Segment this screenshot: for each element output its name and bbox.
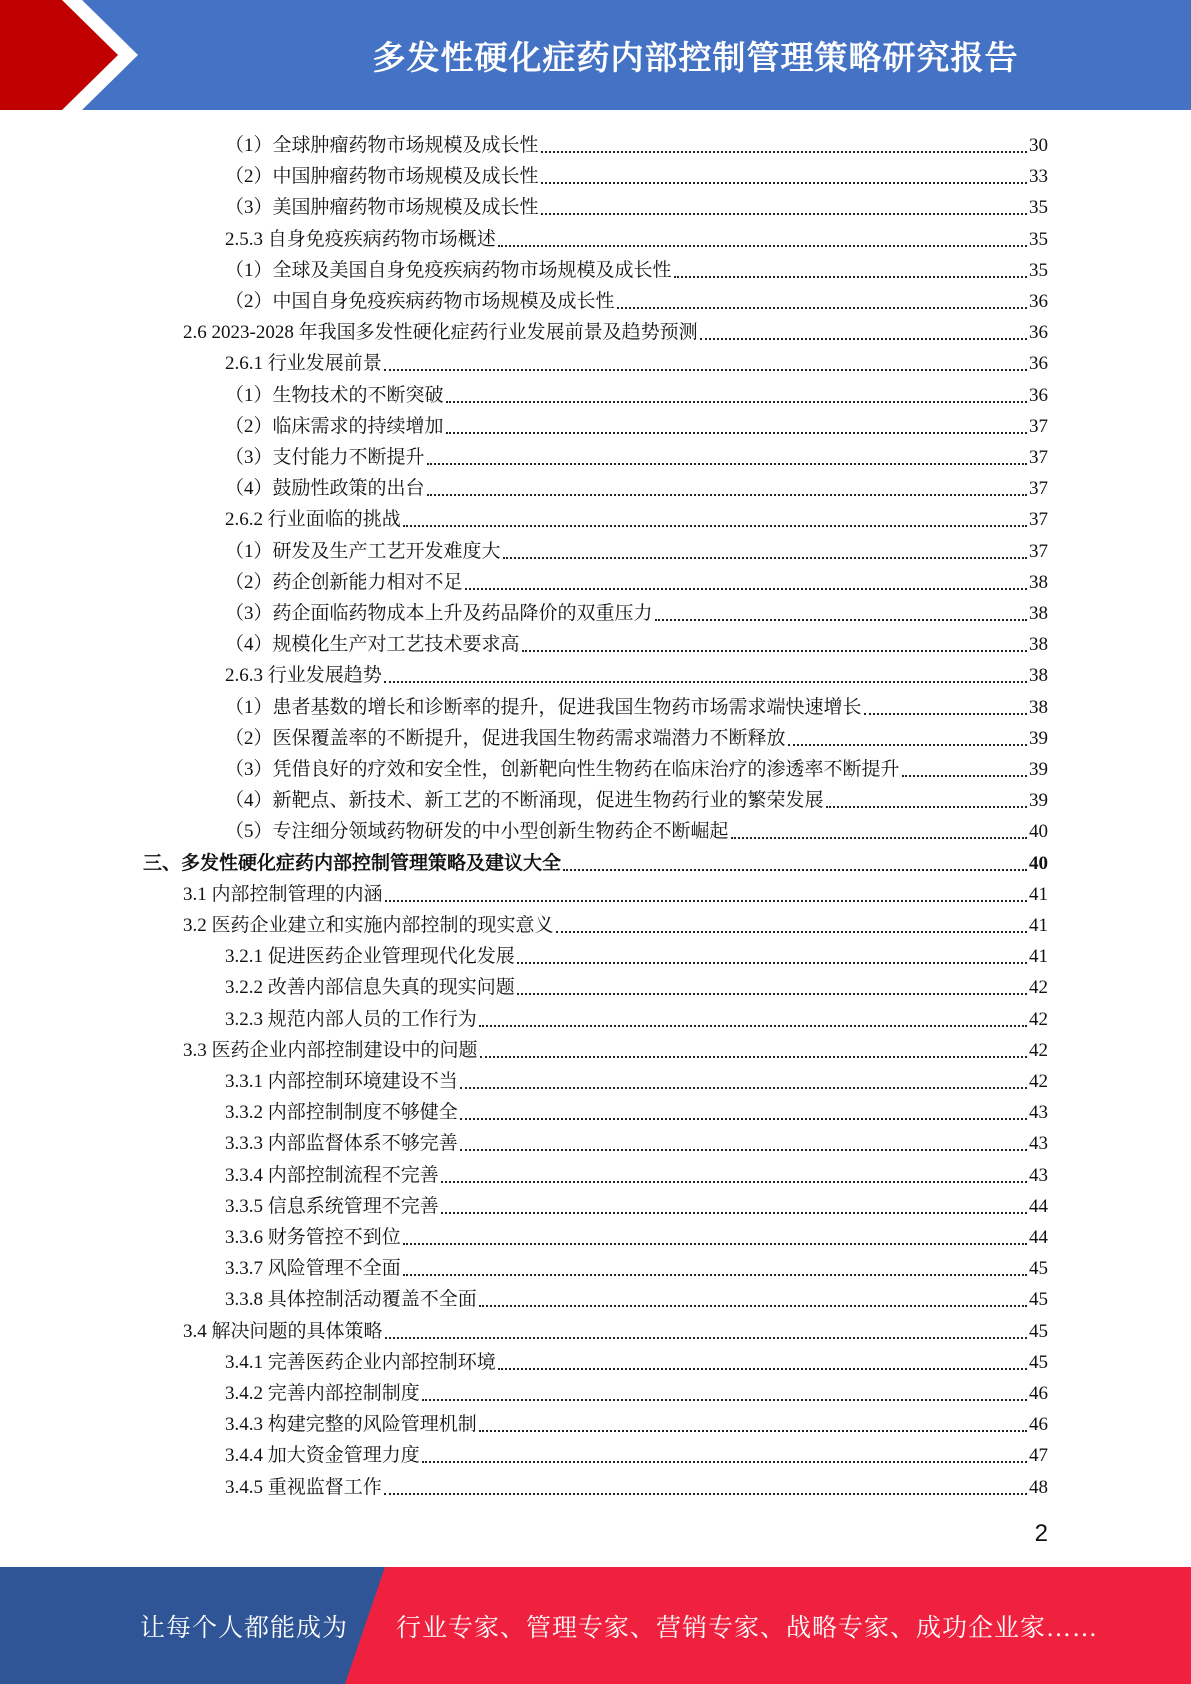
toc-entry-page: 45	[1029, 1258, 1048, 1280]
toc-entry-title: 3.4.1 完善医药企业内部控制环境	[225, 1351, 496, 1373]
toc-dot-leader	[503, 557, 1027, 559]
toc-entry-page: 33	[1029, 166, 1048, 188]
toc-entry[interactable]	[225, 1406, 1048, 1437]
toc-dot-leader	[480, 1056, 1027, 1058]
toc-dot-leader	[403, 1274, 1027, 1276]
toc-entry-page: 40	[1029, 821, 1048, 843]
toc-entry-title: （1）全球肿瘤药物市场规模及成长性	[225, 135, 539, 156]
toc-entry[interactable]	[225, 657, 1048, 688]
toc-dot-leader	[460, 1118, 1027, 1120]
toc-entry[interactable]	[225, 1250, 1048, 1281]
toc-dot-leader	[403, 525, 1027, 527]
toc-entry-title: 三、多发性硬化症药内部控制管理策略及建议大全	[143, 852, 562, 874]
toc-entry-page: 36	[1029, 353, 1048, 375]
toc-entry[interactable]	[183, 314, 1048, 345]
toc-entry[interactable]	[225, 1094, 1048, 1125]
toc-entry-page: 43	[1029, 1133, 1048, 1155]
toc-entry[interactable]	[225, 221, 1048, 252]
toc-entry-title: 2.6.2 行业面临的挑战	[225, 509, 401, 531]
toc-entry[interactable]	[225, 564, 1048, 595]
toc-entry-page: 42	[1029, 1039, 1048, 1061]
toc-entry-title: 3.3.2 内部控制制度不够健全	[225, 1102, 458, 1124]
toc-entry-page: 38	[1029, 603, 1048, 624]
toc-dot-leader	[517, 962, 1027, 964]
toc-entry-title: 3.3 医药企业内部控制建设中的问题	[183, 1039, 478, 1061]
toc-dot-leader	[517, 993, 1027, 995]
toc-entry[interactable]	[225, 1125, 1048, 1156]
toc-dot-leader	[441, 1212, 1027, 1214]
toc-entry-page: 39	[1029, 727, 1048, 749]
toc-entry-title: （3）药企面临药物成本上升及药品降价的双重压力	[225, 603, 653, 624]
toc-dot-leader	[384, 1493, 1027, 1495]
toc-dot-leader	[446, 432, 1027, 434]
toc-entry-page: 43	[1029, 1102, 1048, 1124]
toc-dot-leader	[826, 806, 1027, 808]
toc-entry-title: （1）患者基数的增长和诊断率的提升，促进我国生物药市场需求端快速增长	[225, 696, 862, 718]
footer-slogan-left: 让每个人都能成为	[140, 1614, 349, 1642]
toc-entry-page: 40	[1029, 852, 1048, 874]
toc-entry-title: 3.2.1 促进医药企业管理现代化发展	[225, 946, 515, 968]
toc-entry-title: 3.3.6 财务管控不到位	[225, 1227, 401, 1248]
toc-entry-title: 3.2.3 规范内部人员的工作行为	[225, 1008, 477, 1030]
toc-dot-leader	[617, 307, 1027, 309]
toc-entry[interactable]	[225, 408, 1048, 439]
toc-entry-page: 39	[1029, 759, 1048, 780]
toc-entry-page: 42	[1029, 977, 1048, 999]
toc-entry-page: 37	[1029, 540, 1048, 562]
toc-entry-title: （1）全球及美国自身免疫疾病药物市场规模及成长性	[225, 259, 672, 281]
toc-entry-title: 2.6 2023-2028 年我国多发性硬化症药行业发展前景及趋势预测	[183, 322, 698, 344]
toc-entry-page: 45	[1029, 1320, 1048, 1342]
toc-entry[interactable]	[225, 938, 1048, 969]
toc-entry-title: 2.6.1 行业发展前景	[225, 353, 382, 375]
toc-entry-title: 3.4.2 完善内部控制制度	[225, 1383, 420, 1404]
toc-dot-leader	[498, 245, 1027, 247]
toc-entry-title: （2）中国肿瘤药物市场规模及成长性	[225, 166, 539, 188]
toc-dot-leader	[479, 1305, 1027, 1307]
toc-dot-leader	[541, 182, 1027, 184]
toc-entry-title: 3.3.4 内部控制流程不完善	[225, 1164, 439, 1186]
toc-entry-title: 3.3.7 风险管理不全面	[225, 1258, 401, 1280]
toc-dot-leader	[403, 1243, 1027, 1245]
toc-dot-leader	[385, 900, 1027, 902]
toc-entry-title: （3）凭借良好的疗效和安全性，创新靶向性生物药在临床治疗的渗透率不断提升	[225, 759, 900, 780]
toc-dot-leader	[864, 713, 1027, 715]
toc-entry[interactable]	[225, 439, 1048, 470]
toc-entry-page: 41	[1029, 915, 1048, 936]
toc-entry-title: （4）鼓励性政策的出台	[225, 478, 425, 500]
page-number: 2	[1034, 1520, 1048, 1547]
footer-banner	[0, 1567, 1191, 1684]
toc-dot-leader	[422, 1461, 1027, 1463]
toc-dot-leader	[427, 494, 1027, 496]
toc-entry-page: 37	[1029, 478, 1048, 500]
toc-entry[interactable]	[225, 1437, 1048, 1468]
toc-entry-title: 3.2 医药企业建立和实施内部控制的现实意义	[183, 915, 554, 936]
toc-entry[interactable]	[225, 283, 1048, 314]
toc-dot-leader	[427, 463, 1027, 465]
toc-entry[interactable]	[183, 876, 1048, 907]
toc-entry-title: （4）规模化生产对工艺技术要求高	[225, 634, 520, 656]
toc-entry[interactable]	[225, 720, 1048, 751]
toc-entry-page: 47	[1029, 1445, 1048, 1467]
toc-entry[interactable]	[225, 1188, 1048, 1219]
toc-entry-title: （2）药企创新能力相对不足	[225, 571, 463, 593]
toc-dot-leader	[498, 1368, 1027, 1370]
toc-entry-title: （5）专注细分领域药物研发的中小型创新生物药企不断崛起	[225, 821, 729, 843]
toc-dot-leader	[465, 588, 1027, 590]
toc-entry-title: （2）临床需求的持续增加	[225, 415, 444, 437]
toc-entry-title: 3.1 内部控制管理的内涵	[183, 883, 383, 905]
toc-entry[interactable]	[225, 1219, 1048, 1250]
toc-entry[interactable]	[225, 189, 1048, 220]
toc-entry-page: 38	[1029, 571, 1048, 593]
toc-entry-title: （3）美国肿瘤药物市场规模及成长性	[225, 197, 539, 219]
toc-entry-page: 30	[1029, 135, 1048, 156]
header-chevron-decoration	[0, 0, 160, 110]
toc-entry-page: 36	[1029, 322, 1048, 344]
toc-entry[interactable]	[225, 595, 1048, 626]
toc-dot-leader	[422, 1399, 1027, 1401]
toc-entry-title: （2）中国自身免疫疾病药物市场规模及成长性	[225, 291, 615, 312]
toc-entry-title: 2.5.3 自身免疫疾病药物市场概述	[225, 228, 496, 250]
toc-entry-page: 35	[1029, 228, 1048, 250]
toc-entry-title: 3.4.5 重视监督工作	[225, 1476, 382, 1498]
toc-dot-leader	[563, 869, 1027, 871]
toc-entry[interactable]	[183, 1032, 1048, 1063]
toc-entry-title: 3.3.8 具体控制活动覆盖不全面	[225, 1289, 477, 1311]
toc-entry-page: 38	[1029, 665, 1048, 687]
toc-entry-title: 3.4 解决问题的具体策略	[183, 1320, 383, 1342]
toc-entry-page: 44	[1029, 1227, 1048, 1248]
footer-slogan-right: 行业专家、管理专家、营销专家、战略专家、成功企业家……	[396, 1614, 1099, 1642]
report-header-banner	[0, 0, 1191, 110]
toc-entry[interactable]	[225, 1001, 1048, 1032]
toc-entry-page: 42	[1029, 1008, 1048, 1030]
toc-entry[interactable]	[225, 533, 1048, 564]
toc-entry-page: 37	[1029, 509, 1048, 531]
toc-dot-leader	[441, 1181, 1027, 1183]
toc-entry[interactable]	[225, 1157, 1048, 1188]
toc-entry[interactable]	[183, 1313, 1048, 1344]
toc-dot-leader	[384, 681, 1027, 683]
toc-dot-leader	[385, 1337, 1027, 1339]
toc-entry-title: 3.4.4 加大资金管理力度	[225, 1445, 420, 1467]
toc-entry-title: 2.6.3 行业发展趋势	[225, 665, 382, 687]
toc-entry[interactable]	[225, 969, 1048, 1000]
toc-entry[interactable]	[225, 626, 1048, 657]
toc-entry[interactable]	[225, 813, 1048, 844]
toc-dot-leader	[655, 619, 1027, 621]
toc-dot-leader	[731, 837, 1027, 839]
toc-entry[interactable]	[225, 345, 1048, 376]
toc-entry[interactable]	[225, 1469, 1048, 1500]
toc-entry-page: 36	[1029, 384, 1048, 406]
toc-entry-page: 41	[1029, 946, 1048, 968]
toc-entry[interactable]	[225, 252, 1048, 283]
toc-entry-page: 45	[1029, 1351, 1048, 1373]
toc-entry[interactable]	[225, 1375, 1048, 1406]
toc-entry[interactable]	[225, 782, 1048, 813]
toc-entry-title: 3.3.3 内部监督体系不够完善	[225, 1133, 458, 1155]
toc-entry[interactable]	[143, 845, 1048, 876]
toc-entry-page: 37	[1029, 447, 1048, 468]
toc-entry[interactable]	[225, 751, 1048, 782]
toc-dot-leader	[446, 401, 1027, 403]
toc-dot-leader	[479, 1430, 1027, 1432]
toc-dot-leader	[700, 338, 1027, 340]
toc-dot-leader	[788, 744, 1027, 746]
toc-entry-title: （1）研发及生产工艺开发难度大	[225, 540, 501, 562]
toc-entry-page: 38	[1029, 634, 1048, 656]
toc-dot-leader	[479, 1025, 1027, 1027]
toc-entry[interactable]	[183, 907, 1048, 938]
toc-entry-page: 48	[1029, 1476, 1048, 1498]
toc-dot-leader	[556, 931, 1027, 933]
toc-entry[interactable]	[225, 158, 1048, 189]
toc-entry-page: 45	[1029, 1289, 1048, 1311]
toc-dot-leader	[902, 775, 1027, 777]
toc-entry-page: 36	[1029, 291, 1048, 312]
toc-entry-title: 3.3.5 信息系统管理不完善	[225, 1195, 439, 1217]
toc-entry-page: 46	[1029, 1414, 1048, 1436]
toc-entry-page: 35	[1029, 259, 1048, 281]
toc-entry-title: 3.2.2 改善内部信息失真的现实问题	[225, 977, 515, 999]
toc-entry[interactable]	[225, 689, 1048, 720]
toc-entry-page: 46	[1029, 1383, 1048, 1404]
toc-dot-leader	[522, 650, 1027, 652]
toc-entry-title: 3.3.1 内部控制环境建设不当	[225, 1071, 458, 1092]
toc-dot-leader	[541, 213, 1027, 215]
toc-entry-page: 35	[1029, 197, 1048, 219]
toc-entry-page: 41	[1029, 883, 1048, 905]
toc-entry-page: 44	[1029, 1195, 1048, 1217]
toc-entry-title: （2）医保覆盖率的不断提升，促进我国生物药需求端潜力不断释放	[225, 727, 786, 749]
toc-dot-leader	[384, 369, 1027, 371]
toc-entry[interactable]	[225, 127, 1048, 158]
toc-dot-leader	[674, 276, 1027, 278]
toc-entry[interactable]	[225, 470, 1048, 501]
toc-entry-title: （1）生物技术的不断突破	[225, 384, 444, 406]
toc-entry[interactable]	[225, 377, 1048, 408]
report-title: 多发性硬化症药内部控制管理策略研究报告	[372, 37, 1019, 77]
toc-entry[interactable]	[225, 1063, 1048, 1094]
toc-dot-leader	[460, 1087, 1027, 1089]
toc-entry-title: （3）支付能力不断提升	[225, 447, 425, 468]
toc-entry[interactable]	[225, 1281, 1048, 1312]
toc-entry-page: 43	[1029, 1164, 1048, 1186]
toc-entry-page: 39	[1029, 790, 1048, 812]
toc-entry-title: （4）新靶点、新技术、新工艺的不断涌现，促进生物药行业的繁荣发展	[225, 790, 824, 812]
toc-entry-page: 42	[1029, 1071, 1048, 1092]
toc-dot-leader	[460, 1149, 1027, 1151]
toc-entry[interactable]	[225, 1344, 1048, 1375]
toc-entry-page: 37	[1029, 415, 1048, 437]
toc-dot-leader	[541, 151, 1027, 153]
toc-entry-page: 38	[1029, 696, 1048, 718]
toc-entry-title: 3.4.3 构建完整的风险管理机制	[225, 1414, 477, 1436]
toc-entry[interactable]	[225, 501, 1048, 532]
